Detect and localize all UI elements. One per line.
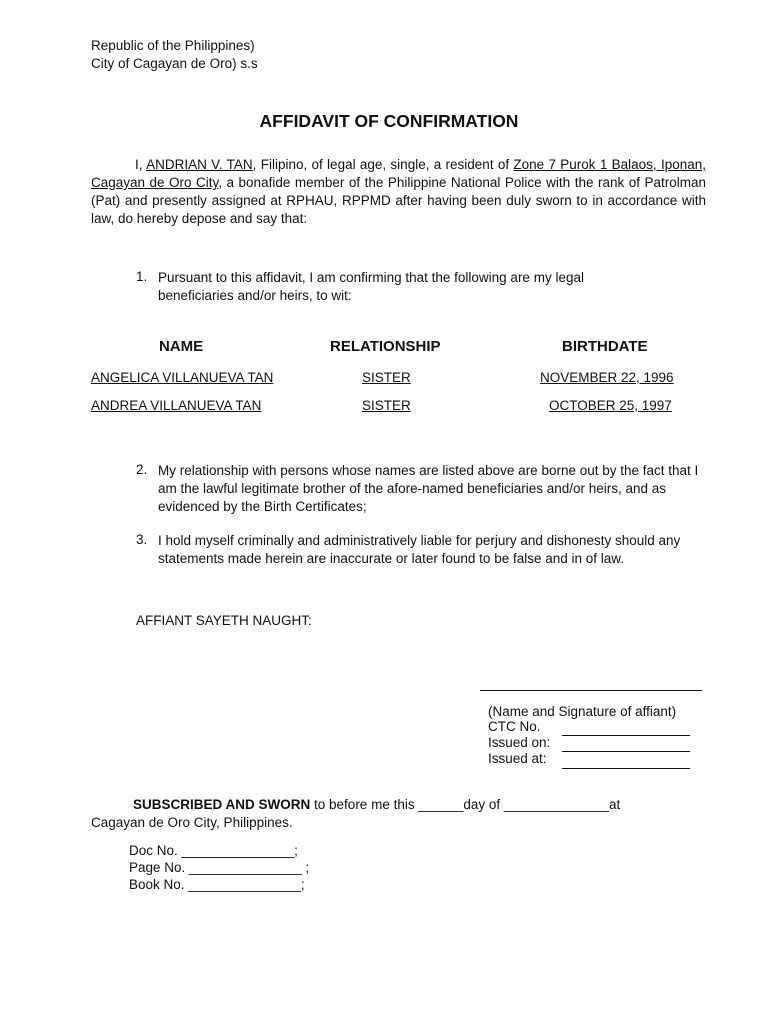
intro-lead: I, xyxy=(135,157,143,172)
subscribed-line-2: Cagayan de Oro City, Philippines. xyxy=(91,815,293,830)
beneficiary-2-name: ANDREA VILLANUEVA TAN xyxy=(91,398,262,413)
ctc-no-blank xyxy=(562,735,690,736)
issued-at-label: Issued at: xyxy=(488,751,547,766)
doc-no: Doc No. _______________; xyxy=(129,843,298,858)
header-line-1: Republic of the Philippines) xyxy=(91,38,255,53)
item-1-number: 1. xyxy=(136,269,148,284)
item-1-text: Pursuant to this affidavit, I am confirming that the following are my legal beneficiaries and/or heirs, to wit: xyxy=(158,270,584,303)
document-title: AFFIDAVIT OF CONFIRMATION xyxy=(259,111,519,131)
affiant-sayeth-naught: AFFIANT SAYETH NAUGHT: xyxy=(136,613,312,628)
intro-paragraph xyxy=(91,156,706,228)
column-header-name: NAME xyxy=(159,338,204,355)
issued-at-blank xyxy=(562,768,690,769)
subscribed-and-sworn: SUBSCRIBED AND SWORN xyxy=(133,797,311,812)
ctc-no-label: CTC No. xyxy=(488,719,541,734)
affiant-name: ANDRIAN V. TAN xyxy=(146,157,253,172)
item-2-text: My relationship with persons whose names are listed above are borne out by the fact that I am the lawful legitimate brother of the afore-named beneficiaries and/or heirs, and as evidenced by the Birth Certificates; xyxy=(158,463,699,514)
beneficiary-1-name: ANGELICA VILLANUEVA TAN xyxy=(91,370,274,385)
header-line-2: City of Cagayan de Oro) s.s xyxy=(91,56,258,71)
item-2-number: 2. xyxy=(136,462,148,477)
column-header-relationship: RELATIONSHIP xyxy=(330,338,441,355)
issued-on-label: Issued on: xyxy=(488,735,551,750)
book-no: Book No. _______________; xyxy=(129,877,305,892)
column-header-birthdate: BIRTHDATE xyxy=(562,338,648,355)
issued-on-blank xyxy=(562,751,690,752)
beneficiary-2-birthdate: OCTOBER 25, 1997 xyxy=(549,398,672,413)
signature-line xyxy=(480,690,702,691)
item-3-text: I hold myself criminally and administratively liable for perjury and dishonesty should any statements made herein are inaccurate or later found to be false and in of law. xyxy=(158,533,681,566)
beneficiary-2-relationship: SISTER xyxy=(362,398,411,413)
intro-rest: , a bonafide member of the Philippine National Police with the rank of Patrolman (Pat) and presently assigned at RPHAU, RPPMD after having been duly sworn to in accordance with law, do hereby depose and say that: xyxy=(91,175,706,226)
item-3-number: 3. xyxy=(136,532,148,547)
subscribed-line-1 xyxy=(133,797,620,812)
intro-mid: , Filipino, of legal age, single, a resident of xyxy=(252,157,510,172)
subscribed-text: to before me this ______day of ______________at xyxy=(314,797,621,812)
signature-caption: (Name and Signature of affiant) xyxy=(488,704,677,719)
beneficiary-1-birthdate: NOVEMBER 22, 1996 xyxy=(540,370,674,385)
page-no: Page No. _______________ ; xyxy=(129,860,310,875)
beneficiary-1-relationship: SISTER xyxy=(362,370,411,385)
affiant-address: Zone 7 Purok 1 Balaos, Iponan, Cagayan de Oro City xyxy=(91,157,706,190)
